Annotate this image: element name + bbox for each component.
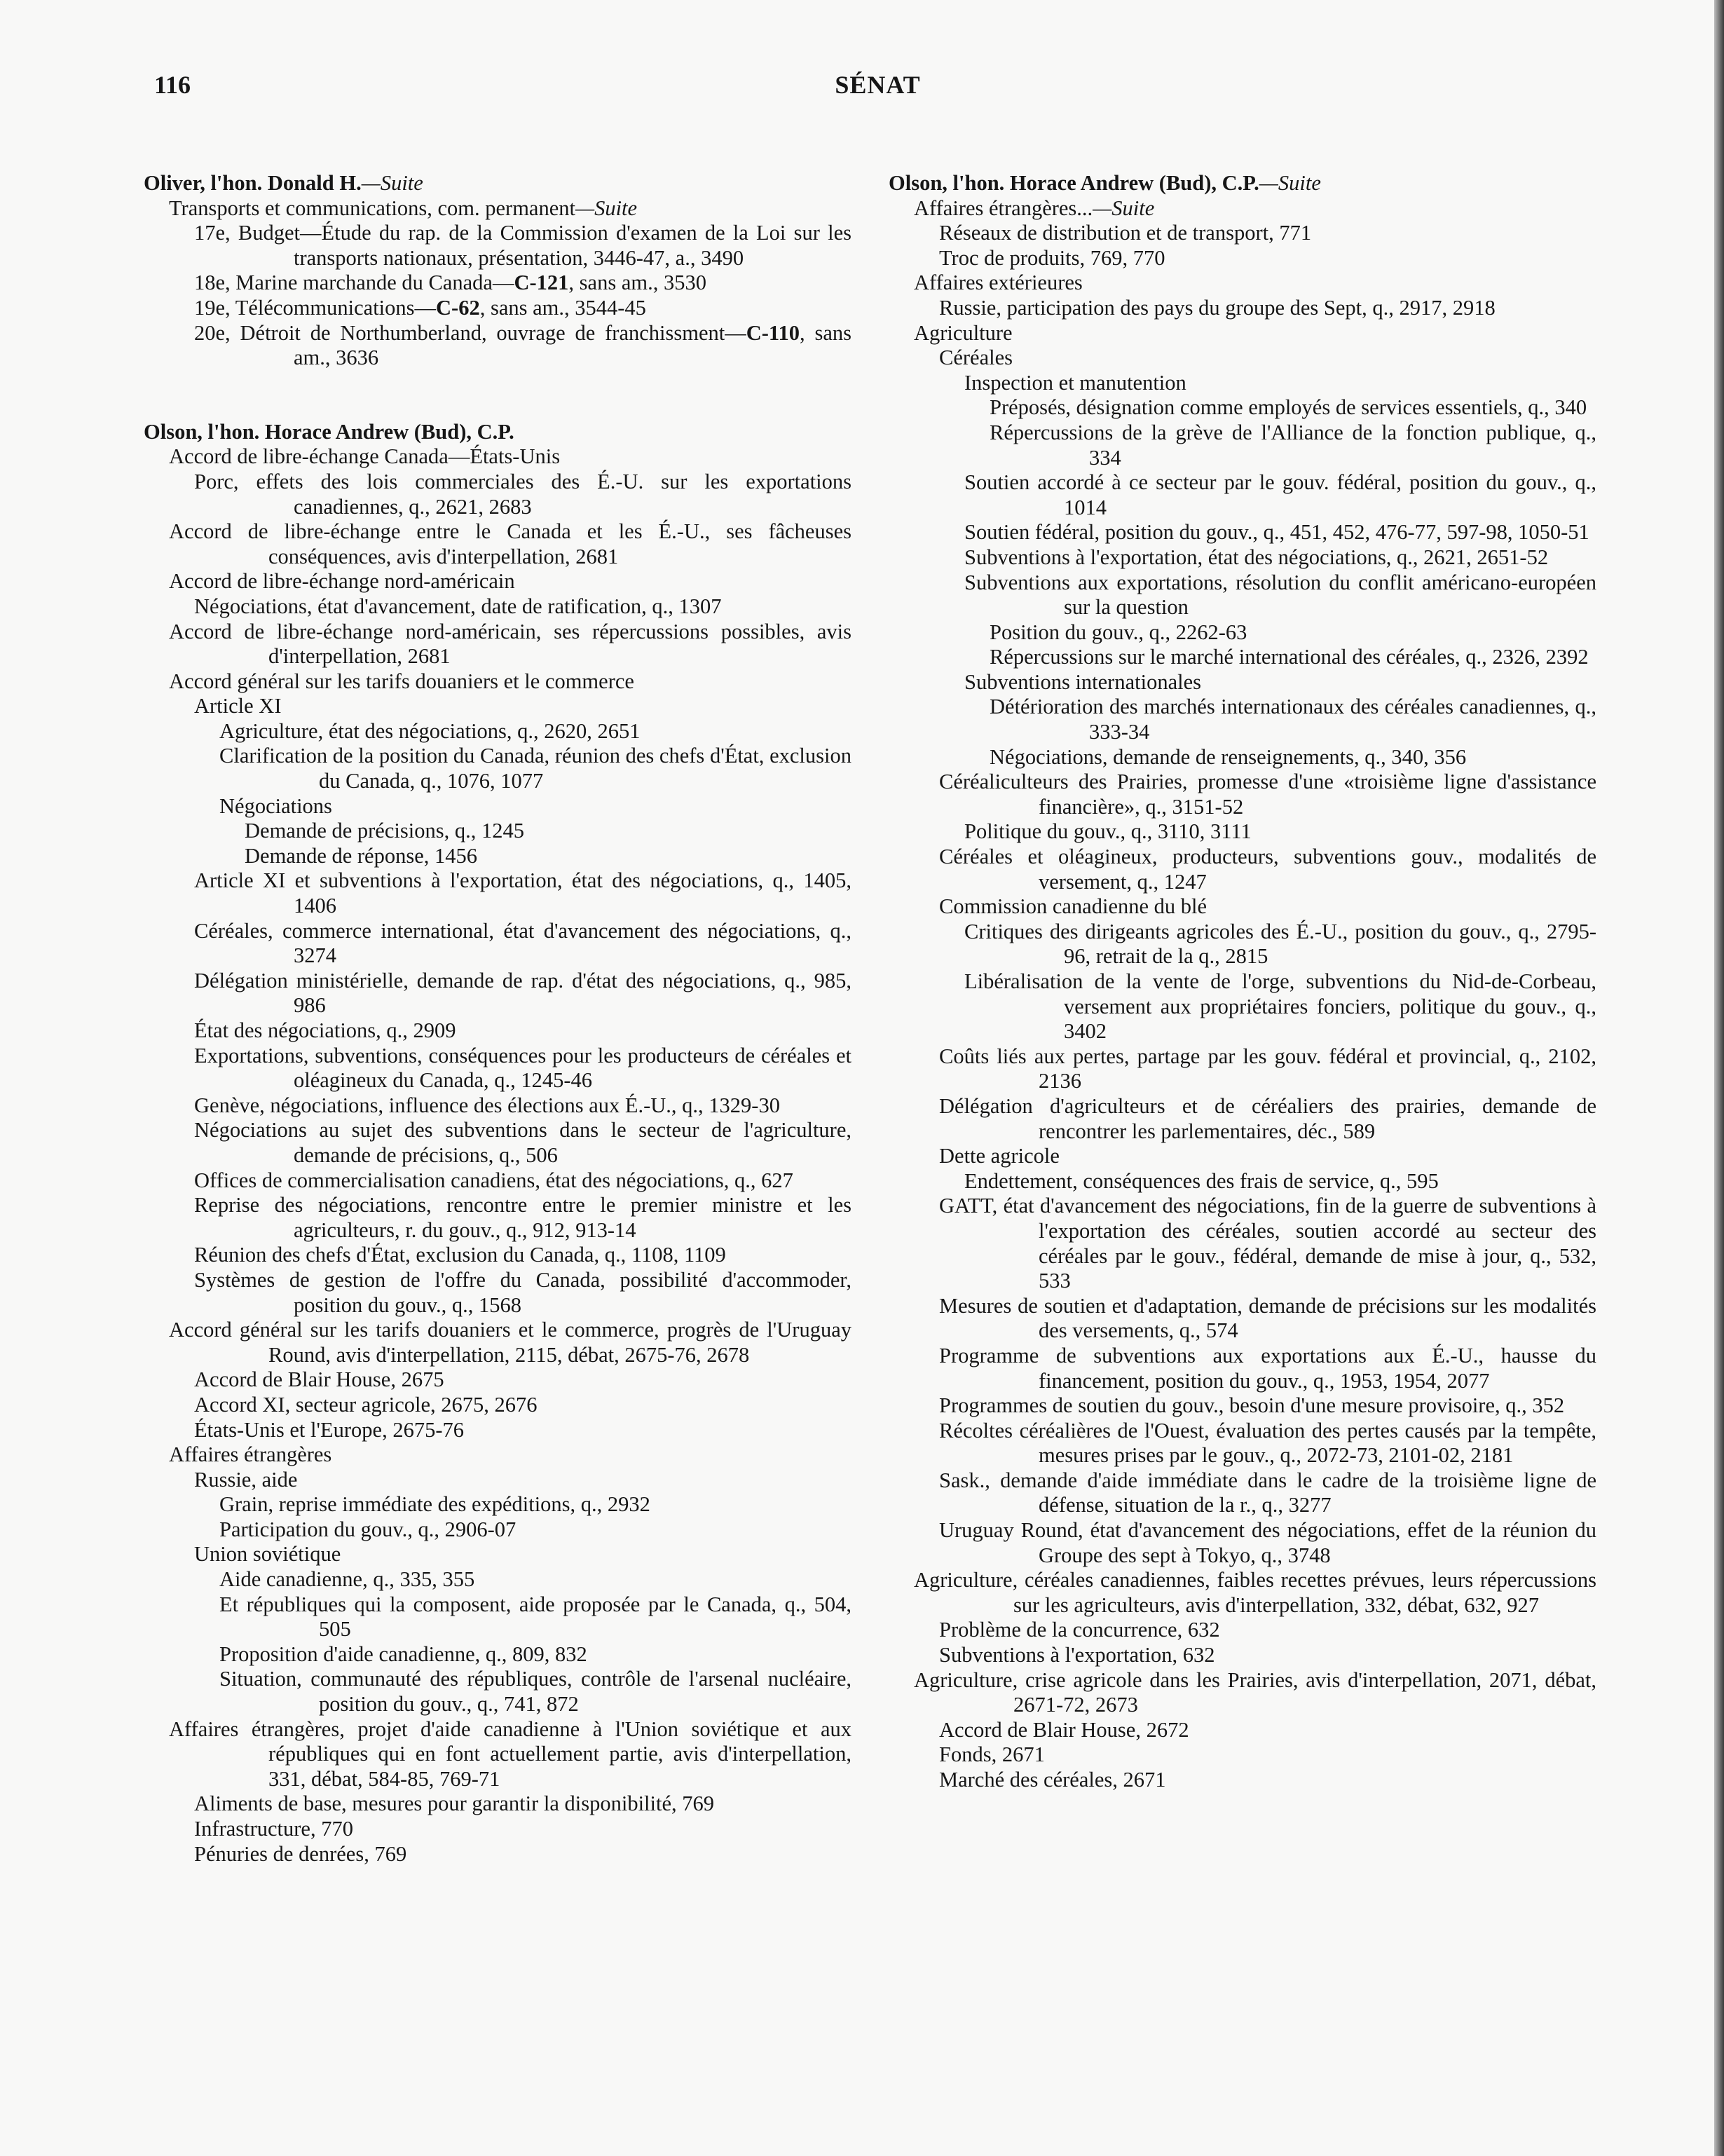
entry-text: Article XI et subventions à l'exportation, état des négociations, q., 1405, 1406 [194, 868, 851, 918]
entry-text: Reprise des négociations, rencontre entre le premier ministre et les agriculteurs, r. du gouv., q., 912, 913-14 [194, 1193, 851, 1242]
index-entry [889, 1518, 1596, 1568]
entry-text: Proposition d'aide canadienne, q., 809, 832 [219, 1642, 587, 1666]
entry-text: Agriculture, crise agricole dans les Prairies, avis d'interpellation, 2071, débat, 2671-72, 2673 [914, 1667, 1596, 1717]
entry-text: Accord général sur les tarifs douaniers et le commerce, progrès de l'Uruguay Round, avis d'interpellation, 2115, débat, 2675-76, 2678 [169, 1318, 851, 1367]
entry-text: Infrastructure, 770 [194, 1817, 353, 1841]
right-column [889, 171, 1596, 1793]
index-entry [889, 1194, 1596, 1293]
entry-text: Affaires étrangères, projet d'aide canadienne à l'Union soviétique et aux républiques qui en font actuellement partie, avis d'interpellation, 331, débat, 584-85, 769-71 [169, 1717, 851, 1791]
entry-text: Union soviétique [194, 1542, 341, 1567]
entry-text: 17e, Budget—Étude du rap. de la Commission d'examen de la Loi sur les transports nationaux, présentation, 3446-47, a., 3490 [194, 221, 851, 270]
index-entry [889, 1718, 1596, 1743]
index-entry [889, 770, 1596, 819]
index-entry [144, 868, 851, 918]
index-entry [144, 1044, 851, 1093]
entry-text: Russie, participation des pays du groupe des Sept, q., 2917, 2918 [939, 295, 1496, 320]
entry-text: Subventions à l'exportation, état des négociations, q., 2621, 2651-52 [964, 545, 1549, 569]
entry-text: Accord de Blair House, 2672 [939, 1717, 1189, 1742]
entry-pages: , sans am., 3544-45 [479, 295, 646, 320]
index-entry [889, 1568, 1596, 1618]
index-entry [889, 745, 1596, 770]
entry-text: Accord de Blair House, 2675 [194, 1367, 444, 1392]
suite-suffix: —Suite [575, 196, 638, 220]
index-entry [889, 321, 1596, 346]
entry-text: Affaires étrangères... [914, 196, 1093, 220]
entry-text: Délégation ministérielle, demande de rap. d'état des négociations, q., 985, 986 [194, 968, 851, 1018]
entry-text: Répercussions sur le marché international des céréales, q., 2326, 2392 [990, 645, 1589, 669]
index-entry [889, 246, 1596, 271]
entry-text: État des négociations, q., 2909 [194, 1018, 456, 1042]
entry-text: Systèmes de gestion de l'offre du Canada, possibilité d'accommoder, position du gouv., q., 1568 [194, 1267, 851, 1317]
entry-text: Subventions internationales [964, 669, 1201, 694]
index-entry [144, 519, 851, 569]
index-entry [889, 645, 1596, 670]
entry-text: Affaires extérieures [914, 271, 1083, 295]
entry-text: Demande de réponse, 1456 [245, 843, 478, 868]
index-entry [889, 1344, 1596, 1393]
index-entry [889, 1768, 1596, 1793]
index-entry [889, 1144, 1596, 1169]
index-entry [144, 694, 851, 719]
index-heading [144, 171, 851, 196]
entry-text: Accord de libre-échange entre le Canada et les É.-U., ses fâcheuses conséquences, avis d'interpellation, 2681 [169, 519, 851, 568]
entry-text: Uruguay Round, état d'avancement des négociations, effet de la réunion du Groupe des sept à Tokyo, q., 3748 [939, 1518, 1596, 1567]
entry-text: Coûts liés aux pertes, partage par les gouv. fédéral et provincial, q., 2102, 2136 [939, 1044, 1596, 1093]
bill-number: C-110 [746, 320, 800, 345]
entry-text: Soutien accordé à ce secteur par le gouv. fédéral, position du gouv., q., 1014 [964, 470, 1596, 519]
index-entry [144, 1168, 851, 1194]
entry-text: Libéralisation de la vente de l'orge, subventions du Nid-de-Corbeau, versement aux propriétaires fonciers, politique du gouv., q., 3402 [964, 969, 1596, 1044]
index-entry [144, 1193, 851, 1243]
entry-text: Délégation d'agriculteurs et de céréaliers des prairies, demande de rencontrer les parlementaires, déc., 589 [939, 1093, 1596, 1143]
entry-text: Accord de libre-échange nord-américain [169, 569, 515, 594]
index-entry [144, 296, 851, 321]
index-entry [889, 670, 1596, 695]
entry-text: Accord XI, secteur agricole, 2675, 2676 [194, 1392, 538, 1417]
entry-text: Accord de libre-échange nord-américain, ses répercussions possibles, avis d'interpellation, 2681 [169, 619, 851, 669]
bill-number: C-62 [436, 295, 480, 320]
index-entry [889, 470, 1596, 520]
index-entry [144, 1018, 851, 1044]
entry-text: Subventions à l'exportation, 632 [939, 1643, 1215, 1667]
entry-text: Négociations, état d'avancement, date de ratification, q., 1307 [194, 594, 722, 618]
entry-text: Détérioration des marchés internationaux des céréales canadiennes, q., 333-34 [990, 695, 1596, 744]
entry-text: Article XI [194, 694, 282, 718]
entry-text: 19e, Télécommunications— [194, 295, 437, 320]
index-entry [889, 545, 1596, 571]
entry-text: Exportations, subventions, conséquences pour les producteurs de céréales et oléagineux du Canada, q., 1245-46 [194, 1043, 851, 1093]
entry-text: Céréaliculteurs des Prairies, promesse d'une «troisième ligne d'assistance financière», q., 3151-52 [939, 770, 1596, 819]
index-entry [889, 346, 1596, 371]
entry-text: Agriculture, céréales canadiennes, faibles recettes prévues, leurs répercussions sur les agriculteurs, avis d'interpellation, 332, débat, 632, 927 [914, 1568, 1596, 1617]
index-entry [144, 1393, 851, 1418]
index-entry [889, 221, 1596, 246]
index-entry [144, 1118, 851, 1168]
entry-text: Récoltes céréalières de l'Ouest, évaluation des pertes causés par la tempête, mesures prises par le gouv., q., 2072-73, 2101-02, 2181 [939, 1418, 1596, 1468]
entry-text: Problème de la concurrence, 632 [939, 1618, 1220, 1642]
entry-text: Situation, communauté des républiques, contrôle de l'arsenal nucléaire, position du gouv., q., 741, 872 [219, 1667, 851, 1717]
page-title: SÉNAT [835, 71, 921, 99]
scan-edge-shadow [1714, 0, 1724, 2156]
index-heading [144, 420, 851, 445]
index-entry [889, 196, 1596, 221]
index-entry [144, 1567, 851, 1592]
page-number: 116 [154, 71, 191, 99]
index-entry [144, 794, 851, 819]
index-entry [144, 744, 851, 793]
index-entry [889, 845, 1596, 894]
index-entry [144, 719, 851, 744]
index-entry [889, 296, 1596, 321]
suite-suffix: —Suite [361, 171, 423, 195]
index-entry [144, 669, 851, 695]
index-entry [144, 321, 851, 371]
entry-text: Aliments de base, mesures pour garantir la disponibilité, 769 [194, 1792, 715, 1816]
entry-text: Céréales, commerce international, état d'avancement des négociations, q., 3274 [194, 918, 851, 968]
heading-name: Olson, l'hon. Horace Andrew (Bud), C.P. [144, 419, 514, 444]
entry-text: Russie, aide [194, 1467, 298, 1492]
index-entry [889, 695, 1596, 744]
index-entry [144, 1792, 851, 1817]
page-header [147, 70, 1608, 105]
entry-text: Subventions aux exportations, résolution du conflit américano-européen sur la question [964, 570, 1596, 620]
suite-suffix: —Suite [1093, 196, 1155, 220]
index-entry [144, 1592, 851, 1642]
entry-text: Négociations, demande de renseignements, q., 340, 356 [990, 744, 1467, 769]
index-entry [144, 196, 851, 221]
index-entry [144, 1717, 851, 1792]
entry-text: Réunion des chefs d'État, exclusion du Canada, q., 1108, 1109 [194, 1243, 726, 1267]
index-entry [144, 1468, 851, 1493]
entry-text: Marché des céréales, 2671 [939, 1768, 1166, 1792]
entry-text: Agriculture, état des négociations, q., 2620, 2651 [219, 718, 641, 743]
entry-text: Fonds, 2671 [939, 1742, 1045, 1767]
index-entry [144, 1418, 851, 1443]
entry-text: Offices de commercialisation canadiens, état des négociations, q., 627 [194, 1168, 793, 1192]
entry-text: Céréales et oléagineux, producteurs, subventions gouv., modalités de versement, q., 1247 [939, 845, 1596, 894]
index-entry [889, 969, 1596, 1044]
index-entry [889, 894, 1596, 920]
index-entry [144, 1093, 851, 1119]
index-entry [889, 620, 1596, 646]
entry-text: Endettement, conséquences des frais de service, q., 595 [964, 1168, 1439, 1193]
index-entry [889, 371, 1596, 396]
index-entry [889, 421, 1596, 470]
index-entry [889, 920, 1596, 969]
entry-text: Position du gouv., q., 2262-63 [990, 620, 1247, 644]
bill-number: C-121 [514, 271, 569, 295]
index-entry [144, 1667, 851, 1717]
entry-text: Grain, reprise immédiate des expéditions, q., 2932 [219, 1492, 650, 1517]
index-entry [144, 569, 851, 594]
entry-text: 18e, Marine marchande du Canada— [194, 271, 514, 295]
entry-text: Pénuries de denrées, 769 [194, 1841, 407, 1866]
index-entry [889, 1044, 1596, 1094]
index-entry [144, 271, 851, 296]
index-entry [144, 470, 851, 519]
index-entry [144, 1542, 851, 1567]
index-entry [889, 1643, 1596, 1668]
entry-pages: , sans am., 3636 [294, 320, 851, 370]
entry-text: Négociations au sujet des subventions dans le secteur de l'agriculture, demande de précisions, q., 506 [194, 1118, 851, 1167]
heading-name: Oliver, l'hon. Donald H. [144, 171, 362, 195]
index-entry [144, 1492, 851, 1517]
index-entry [889, 1742, 1596, 1768]
entry-text: Programmes de soutien du gouv., besoin d'une mesure provisoire, q., 352 [939, 1393, 1565, 1418]
index-entry [889, 395, 1596, 421]
entry-text: Sask., demande d'aide immédiate dans le cadre de la troisième ligne de défense, situation de la r., q., 3277 [939, 1468, 1596, 1517]
index-entry [889, 1393, 1596, 1419]
entry-text: Participation du gouv., q., 2906-07 [219, 1517, 516, 1541]
entry-text: Répercussions de la grève de l'Alliance de la fonction publique, q., 334 [990, 420, 1596, 470]
entry-text: Dette agricole [939, 1144, 1060, 1168]
entry-text: 20e, Détroit de Northumberland, ouvrage de franchissment— [194, 320, 746, 345]
index-entry [144, 1318, 851, 1367]
index-entry [144, 1442, 851, 1468]
entry-text: Accord général sur les tarifs douaniers et le commerce [169, 669, 634, 693]
entry-text: États-Unis et l'Europe, 2675-76 [194, 1417, 464, 1442]
index-entry [889, 819, 1596, 845]
entry-text: Affaires étrangères [169, 1442, 332, 1467]
index-entry [144, 844, 851, 869]
entry-text: Réseaux de distribution et de transport, 771 [939, 221, 1312, 245]
index-entry [889, 1468, 1596, 1518]
index-heading [889, 171, 1596, 196]
entry-text: Programme de subventions aux exportations aux É.-U., hausse du financement, position du gouv., q., 1953, 1954, 2077 [939, 1343, 1596, 1393]
index-entry [889, 571, 1596, 620]
entry-text: Transports et communications, com. permanent [169, 196, 575, 220]
entry-text: Troc de produits, 769, 770 [939, 245, 1165, 270]
index-entry [889, 1419, 1596, 1468]
entry-text: GATT, état d'avancement des négociations, fin de la guerre de subventions à l'exportation des céréales, soutien accordé au secteur des céréales par le gouv., fédéral, demande de mise à jour, q., 532, 533 [939, 1194, 1596, 1293]
index-entry [889, 1618, 1596, 1643]
index-entry [144, 919, 851, 969]
index-entry [144, 221, 851, 271]
index-entry [144, 1243, 851, 1268]
index-entry [889, 1294, 1596, 1344]
heading-name: Olson, l'hon. Horace Andrew (Bud), C.P. [889, 171, 1259, 195]
entry-text: Agriculture [914, 320, 1013, 345]
entry-text: Porc, effets des lois commerciales des É.-U. sur les exportations canadiennes, q., 2621, 2683 [194, 469, 851, 519]
entry-text: Céréales [939, 346, 1013, 370]
entry-text: Accord de libre-échange Canada—États-Unis [169, 444, 561, 469]
entry-text: Aide canadienne, q., 335, 355 [219, 1567, 475, 1592]
index-entry [144, 969, 851, 1018]
index-entry [144, 594, 851, 620]
entry-text: Négociations [219, 793, 332, 818]
index-entry [144, 1817, 851, 1842]
entry-text: Demande de précisions, q., 1245 [245, 819, 524, 843]
entry-pages: , sans am., 3530 [568, 271, 706, 295]
entry-text: Politique du gouv., q., 3110, 3111 [964, 819, 1252, 844]
index-entry [144, 1642, 851, 1667]
suite-suffix: —Suite [1259, 171, 1321, 195]
index-entry [144, 444, 851, 470]
index-entry [144, 620, 851, 669]
entry-text: Préposés, désignation comme employés de services essentiels, q., 340 [990, 395, 1587, 420]
index-entry [889, 1668, 1596, 1718]
index-entry [889, 1094, 1596, 1144]
index-entry [144, 1842, 851, 1867]
entry-text: Mesures de soutien et d'adaptation, demande de précisions sur les modalités des versements, q., 574 [939, 1293, 1596, 1343]
index-entry [889, 520, 1596, 545]
entry-text: Critiques des dirigeants agricoles des É.-U., position du gouv., q., 2795-96, retrait de la q., 2815 [964, 919, 1596, 969]
entry-text: Clarification de la position du Canada, réunion des chefs d'État, exclusion du Canada, q., 1076, 1077 [219, 744, 851, 793]
entry-text: Commission canadienne du blé [939, 894, 1208, 919]
index-entry [889, 271, 1596, 296]
index-entry [144, 1268, 851, 1318]
left-column [144, 171, 851, 1867]
entry-text: Et républiques qui la composent, aide proposée par le Canada, q., 504, 505 [219, 1592, 851, 1642]
entry-text: Soutien fédéral, position du gouv., q., 451, 452, 476-77, 597-98, 1050-51 [964, 520, 1589, 545]
index-entry [144, 1367, 851, 1393]
entry-text: Inspection et manutention [964, 370, 1186, 395]
index-entry [144, 819, 851, 844]
index-entry [889, 1169, 1596, 1194]
entry-text: Genève, négociations, influence des élections aux É.-U., q., 1329-30 [194, 1093, 780, 1117]
index-entry [144, 1517, 851, 1543]
